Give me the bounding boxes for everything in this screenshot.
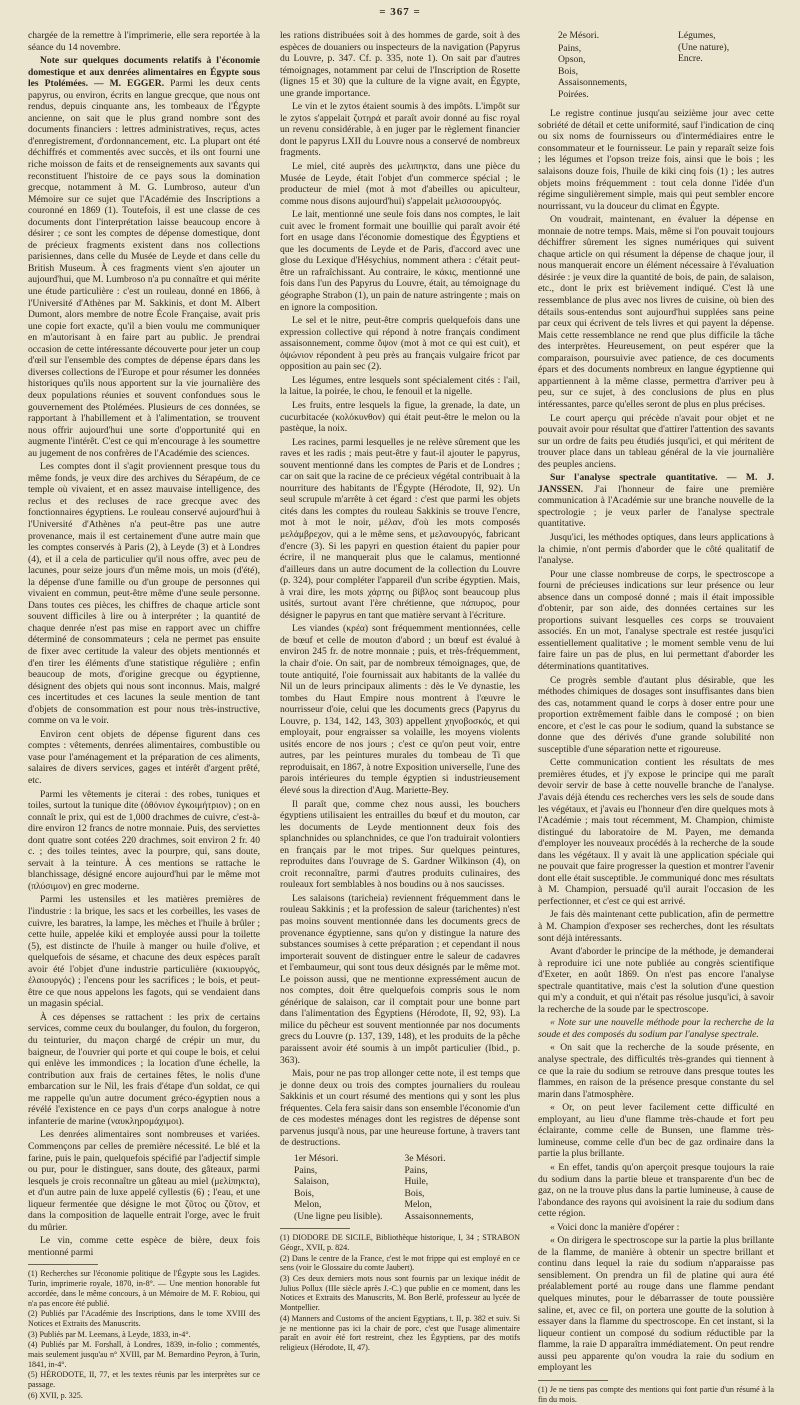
list-item: Assaisonnements,: [558, 77, 628, 89]
paragraph: Le registre continue jusqu'au seizième jour avec cette sobriété de détail et cette uniformité, sauf l'indication de cinq ou six noms de fournisseurs ou d'intermédiaires entre le consommateur et le fournisseur. Le pain y reparaît seize fois ; les légumes et l'opson treize fois, ainsi que le bois ; les salaisons douze fois, l'huile de kiki cinq fois (1) ; les autres objets moins fréquemment : tout cela donne l'idée d'un régime singulièrement simple, mais qui peut sembler encore nourrissant, vu la douceur du climat en Égypte.: [538, 108, 774, 212]
footnote: (1) Recherches sur l'économie politique de l'Égypte sous les Lagides. Turin, imprimerie royale, 1870, in-8°. — Une mention honorable fut accordée, dans le même concours, à un Mémoire de M. F. Robiou, qui n'a pas encore été publié.: [28, 1269, 260, 1308]
footnote-divider: [28, 1264, 98, 1265]
footnotes: [28, 1269, 260, 1400]
table-cell: Pains,: [404, 1164, 428, 1176]
paragraph: Les comptes dont il s'agit proviennent presque tous du même fonds, je veux dire des archives du Sérapéum, de ce temple où vivaient, et en assez mauvaise intelligence, des reclus et des recluses de race grecque avec des fonctionnaires égyptiens. Le rouleau conservé aujourd'hui à l'Université d'Athènes n'a peut-être pas une autre provenance, mais il est certainement d'une autre main que les comptes conservés à Paris (2), à Leyde (3) et à Londres (4), et il a cela de particulier qu'il nous offre, avec peu de lacunes, pour seize jours d'un même mois, un mois (d'été), la dépense d'une famille ou d'un groupe de personnes qui vivaient en commun, peut-être même d'une seule personne. Dans toutes ces pièces, les chiffres de chaque article sont souvent difficiles à lire ou à interpréter ; la quantité de chaque denrée n'est pas mise en rapport avec un chiffre déterminé de consommateurs ; cela ne permet pas ensuite de fixer avec certitude la valeur des objets mentionnés et d'en tirer les éléments d'une statistique régulière ; enfin beaucoup de mots, d'origine grecque ou égyptienne, désignent des objets qui nous sont inconnus. Mais, malgré ces incertitudes et ces lacunes la seule mention de tant d'objets de consommation est pour nous très-instructive, comme on va le voir.: [28, 461, 260, 727]
paragraph: Le vin, comme cette espèce de bière, deux fois mentionné parmi: [28, 1235, 260, 1258]
paragraph: « On dirigera le spectroscope sur la partie la plus brillante de la flamme, de manière à obtenir un spectre brillant et continu dans lequel la raie du sodium n'apparaisse pas sensiblement. On prendra un fil de platine qui aura été préalablement porté au rouge dans une flamme pendant quelques minutes, pour le débarrasser de toute poussière saline, et, avec ce fil, on portera une goutte de la solution à essayer dans la flamme du spectroscope. En cet instant, si la liqueur contient un composé du sodium réductible par la flamme, la raie D apparaîtra immédiatement. On peut rendre aussi peu apparente qu'on voudra la raie du sodium en employant les: [538, 1235, 774, 1374]
paragraph: Les racines, parmi lesquelles je ne relève sûrement que les raves et les radis ; mais peut-être y faut-il ajouter le papyrus, souvent mentionné dans les comptes de Paris et de Londres ; car on sait que la racine de ce précieux végétal contribuait à la nourriture des habitants de l'Égypte (Hérodote, II, 92). Un seul scrupule m'arrête à cet égard : c'est que parmi les objets cités dans les comptes du rouleau Sakkinis se trouve l'encre, mot à mot le noir, μέλαν, d'où les mots composés μελάμβρεχον, qui a le même sens, et μελανουργός, fabricant d'encre (3). Si les papyri en question étaient du papier pour écrire, il ne manquerait plus que le calamus, mentionné d'ailleurs dans un autre document de la collection du Louvre (p. 324), pour compléter l'appareil d'un scribe égyptien. Mais, à vrai dire, les mots χάρτης ou βίβλος sont beaucoup plus usités, surtout avant l'ère chrétienne, que πάπυρος, pour désigner le papyrus en tant que matière servant à l'écriture.: [280, 436, 520, 621]
paragraph: Les denrées alimentaires sont nombreuses et variées. Commençons par celles de première nécessité. Le blé et la farine, puis le pain, quelquefois spécifié par l'adjectif simple ou pur, pour le distinguer, sans doute, des gâteaux, parmi lesquels je crois reconnaître un gâteau au miel (μελίπηκτα), et d'un autre pain de luxe appelé cyllestis (6) ; l'eau, et une liqueur fermentée que désigne le mot ζῦτος ou ζῦτον, et dans la composition de laquelle entrait l'orge, avec le fruit du mûrier.: [28, 1129, 260, 1233]
expense-day-1: [558, 30, 678, 100]
footnote: (1) DIODORE DE SICILE, Bibliothèque historique, I, 34 ; STRABON Géogr., XVII, p. 824.: [280, 1233, 520, 1252]
page-number: = 367 =: [379, 6, 421, 18]
paragraph: « Voici donc la manière d'opérer :: [550, 1221, 680, 1233]
paragraph: Le lait, mentionné une seule fois dans nos comptes, le lait cuit avec le froment formait une bouillie qui paraît avoir été fort en usage dans l'économie domestique des Égyptiens et que les documents de Leyde et de Paris, d'accord avec une glose du Lexique d'Hésychius, nomment athera : c'était peut-être un rafraîchissant. Au contraire, le κάκις, mentionné une fois dans l'un des Papyrus du Louvre, était, au témoignage du géographe Strabon (1), un pain de nature astringente ; mais on en ignore la composition.: [280, 209, 520, 313]
table-cell: Assaisonnements,: [404, 1210, 474, 1222]
paragraph: Les viandes (κρέα) sont fréquemment mentionnées, celle de bœuf et celle de mouton d'abord ; un bœuf est évalué à environ 245 fr. de notre monnaie ; puis, et très-fréquemment, la chair d'oie. On sait, par de nombreux témoignages, que, de toute antiquité, l'oie fournissait aux habitants de la vallée du Nil un de leurs principaux aliments : dès le Ve dynastie, les tombes du Haut Empire nous montrent à l'œuvre le nourrisseur d'oie, celui que les documents grecs (Papyrus du Louvre, p. 134, 142, 143, 303) appellent χηνοβοσκός, et qui employait, pour engraisser sa volaille, les moyens violents usités encore de nos jours ; c'est ce qu'on peut voir, entre autres, par les peintures murales du tombeau de Ti que reproduisait, en 1867, à notre Exposition universelle, l'une des parois intérieures du temple égyptien si industrieusement élevé sous la direction d'Aug. Mariette-Bey.: [280, 623, 520, 796]
paragraph: Parmi les ustensiles et les matières premières de l'industrie : la brique, les sacs et les corbeilles, les vases de cuivre, les baratres, la lampe, les mèches et l'huile à brûler ; cette huile, appelée kiki et employée aussi pour la toilette (5), est distincte de l'huile à manger ou huile d'olive, et quelquefois de sésame, et chacune des deux espèces paraît avoir été l'objet d'une industrie particulière (κικιουργός, ἐλαιουργός) ; l'encens pour les sacrifices ; le bois, et peut-être ce que nous appelons les fagots, qui se vendaient dans un magasin spécial.: [28, 894, 260, 1010]
footnote: (4) Manners and Customs of the ancient Egyptians, t. II, p. 382 et suiv. Si je ne mentionne pas ici la chair de porc, c'est que l'usage alimentaire paraît en avoir été fort restreint, chez les Égyptiens, par des motifs religieux (Hérodote, II, 47).: [280, 1313, 520, 1352]
paragraph: Ce progrès semble d'autant plus désirable, que les méthodes chimiques de dosages sont insuffisantes dans bien des cas, notamment quand le corps à doser entre pour une proportion extrêmement faible dans le composé ; on bien encore, et c'est le cas pour le sodium, quand la substance se donne que des dérivés d'une grande solubilité non susceptible d'une séparation nette et rigoureuse.: [538, 674, 774, 755]
footnote-divider: [538, 1380, 608, 1381]
article-title: Sur l'analyse spectrale quantitative. — M. J. JANSSEN.: [538, 472, 774, 495]
table-cell: Salaison,: [294, 1176, 329, 1188]
paragraph: « Or, on peut lever facilement cette difficulté en employant, au lieu d'une flamme très-chaude et fort peu éclairante, comme celle de Bunsen, une flamme très-lumineuse, comme celle d'un bec de gaz ordinaire dans la partie la plus brillante.: [538, 1102, 774, 1160]
paragraph: Environ cent objets de dépense figurent dans ces comptes : vêtements, denrées alimentaires, combustible ou vase pour l'aménagement et la préparation de ces aliments, salaires de divers services, gages et intérêt d'argent prêté, etc.: [28, 728, 260, 786]
paragraph: On voudrait, maintenant, en évaluer la dépense en monnaie de notre temps. Mais, même si l'on pouvait toujours déchiffrer sûrement les signes numériques qui suivent chaque article on qui résument la dépense de chaque jour, il nous manquerait encore un élément nécessaire à l'évaluation désirée : je veux dire la quantité de bois, de pain, de salaison, etc., dont le prix est brièvement indiqué. C'est là une ressemblance de plus avec nos livres de cuisine, où bien des détails sous-entendus sont aujourd'hui supplées sans peine par ceux qui écrivent de tels livres et qui payent la dépense. Mais cette ressemblance ne rend que plus difficile la tâche des interprètes. Heureusement, on peut espérer que la comparaison, poursuivie avec patience, de ces documents épars et des documents nombreux en langue égyptienne qui appartiennent à la même classe, permettra d'arriver peu à peu, sur ce sujet, à des conclusions de plus en plus intéressantes, parce qu'elles seront de plus en plus précises.: [538, 214, 774, 410]
paragraph: Le vin et le zytos étaient soumis à des impôts. L'impôt sur le zytos s'appelait ζυτηρά et paraît avoir donné au fisc royal un revenu considérable, à en juger par le règlement financier dont le papyrus LXII du Louvre nous a conservé de nombreux fragments.: [280, 101, 520, 159]
table-cell: Pains,: [294, 1164, 318, 1176]
list-item: Bois,: [558, 65, 578, 77]
paragraph: Avant d'aborder le principe de la méthode, je demanderai à reproduire ici une note publiée au congrès scientifique d'Exeter, en août 1869. On n'est pas encore l'analyse spectrale quantitative, mais c'est la solution d'une question qui m'y a conduit, et qui n'était pas résolue jusqu'ici, à savoir la recherche de la soude par le spectroscope.: [538, 946, 774, 1015]
paragraph: Parmi les vêtements je citerai : des robes, tuniques et toiles, surtout la tunique dite (ὀθόνιον ἐγκοιμήτριον) ; on en connaît le prix, qui est de 1,000 drachmes de cuivre, c'est-à-dire environ 12 francs de notre monnaie. Puis, des serviettes dont quatre sont cotées 220 drachmes, soit environ 2 fr. 40 c. ; des toiles teintes, avec la pourpre, qui, sans doute, servait à la teinture. À ces mentions se rattache le blanchissage, désigné encore aujourd'hui par le même mot (πλύσιμον) en grec moderne.: [28, 788, 260, 892]
table-header: 3e Mésori.: [404, 1152, 446, 1164]
list-item: Poirées.: [558, 88, 589, 100]
paragraph: Les fruits, entre lesquels la figue, la grenade, la date, un cucurbitacée (κολόκυνθον) qui était peut-être le melon ou la pastèque, la noix.: [280, 399, 520, 435]
list-item: Encre.: [678, 53, 703, 65]
list-item: Légumes,: [678, 30, 716, 41]
column-2: [280, 30, 520, 1354]
footnotes: [538, 1385, 774, 1404]
paragraph: Le miel, cité auprès des μελιπηκτα, dans une pièce du Musée de Leyde, était l'objet d'un commerce spécial ; le producteur de miel (mot à mot d'abeilles ou apiculteur, comme nous disons aujourd'hui) s'appelait μελισσουργός.: [280, 161, 520, 207]
paragraph: Pour une classe nombreuse de corps, le spectroscope a fourni de précieuses indications sur leur présence ou leur absence dans un composé donné ; mais il était impossible d'obtenir, par son aide, des données certaines sur les proportions suivant lesquelles ces corps se trouvaient associés. En un mot, l'analyse spectrale est restée jusqu'ici essentiellement qualitative ; le moment semble venu de lui faire faire un pas de plus, en lui permettant d'aborder les déterminations quantitatives.: [538, 568, 774, 672]
article-intro: [28, 55, 260, 459]
footnote: (3) Publiés par M. Leemans, à Leyde, 1833, in-4°.: [28, 1329, 191, 1339]
paragraph: Il paraît que, comme chez nous aussi, les bouchers égyptiens utilisaient les entrailles du bœuf et du mouton, car les documents de Leyde mentionnent deux fois des splanchnides ou splanchnides, ce que l'on traduirait volontiers en français par le mot tripes. Sur quelques peintures, reproduites dans l'ouvrage de S. Gardner Wilkinson (4), on croit reconnaître, parmi d'autres produits culinaires, des rouleaux fort semblables à nos boudins ou à nos saucisses.: [280, 798, 520, 891]
column-3: [538, 30, 774, 1405]
paragraph: Le sel et le nitre, peut-être compris quelquefois dans une expression collective qui répond à notre français condiment assaisonnement, comme ὄψον (mot à mot ce qui est cuit), et ὀψώνιον répondent à peu près au français vulgaire fricot par opposition au pain sec (2).: [280, 315, 520, 373]
footnote: (6) XVII, p. 325.: [28, 1390, 83, 1400]
expense-day-2: [678, 30, 768, 100]
footnote: (1) Je ne tiens pas compte des mentions qui font partie d'un résumé à la fin du mois.: [538, 1384, 774, 1404]
paragraph: Les salaisons (taricheia) reviennent fréquemment dans le rouleau Sakkinis ; et la profession de saleur (tarichentes) n'est pas moins souvent mentionnée dans les documents grecs de provenance égyptienne, sans qu'on y distingue la nature des substances soumises à cette préparation ; et cependant il nous importerait souvent de distinguer entre le saleur de cadavres et l'embaumeur, qui sont tous deux désignés par le même mot. Le poisson aussi, que ne mentionne expressément aucun de nos comptes, doit être quelquefois compris sous le nom générique de salaison, car il comptait pour une bonne part dans l'alimentation des Égyptiens (Hérodote, II, 92, 93). La milice du pêcheur est souvent mentionnée par nos documents grecs du Louvre (p. 137, 139, 148), et les produits de la pêche paraissent avoir été soumis à un impôt particulier (Ibid., p. 363).: [280, 892, 520, 1066]
expense-table: [294, 1153, 495, 1222]
paragraph: les rations distribuées soit à des hommes de garde, soit à des espèces de douaniers ou inspecteurs de la navigation (Papyrus du Louvre, p. 347. Cf. p. 335, note 1). On sait par d'autres témoignages, notamment par celui de l'Inscription de Rosette (lignes 15 et 30) que la culture de la vigne avait, en Égypte, une grande importance.: [280, 30, 520, 99]
table-cell: Bois,: [294, 1187, 314, 1199]
footnote: (2) Dans le centre de la France, c'est le mot frippe qui est employé en ce sens (voir le Glossaire du comte Jaubert).: [280, 1253, 520, 1273]
table-header: 2e Mésori.: [558, 30, 600, 41]
table-cell: Melon,: [404, 1199, 432, 1211]
table-cell: Melon,: [294, 1199, 322, 1211]
list-item: (Une nature),: [678, 41, 730, 53]
paragraph: Mais, pour ne pas trop allonger cette note, il est temps que je donne deux ou trois des comptes journaliers du rouleau Sakkinis et un court résumé des mentions qui y sont les plus fréquentes. Cela fera saisir dans son ensemble l'économie d'un de ces modestes ménages dont les registres de dépense sont parvenus jusqu'à nous, par une heureuse fortune, à travers tant de destructions.: [280, 1068, 520, 1149]
article-intro: [538, 472, 774, 530]
column-1: [28, 30, 260, 1402]
paragraph: Le court aperçu qui précède n'avait pour objet et ne pouvait avoir pour résultat que d'attirer l'attention des savants sur un ordre de faits peu étudiés jusqu'ici, et qui méritent de trouver place dans un tableau général de la vie journalière des peuples anciens.: [538, 412, 774, 470]
paragraph: Cette communication contient les résultats de mes premières études, et j'y expose le principe qui me paraît devoir servir de base à cette nouvelle branche de l'analyse. J'avais déjà étendu ces recherches vers les sels de soude dans les végétaux, et j'avais eu l'honneur d'en dire quelques mots à l'Académie ; mais tout récemment, M. Champion, chimiste distingué du laboratoire de M. Payen, me demanda d'employer les nouveaux procédés à la recherche de la soude dans les végétaux. Il y avait là une application spéciale qui ne pouvait que faire progresser la question et montrer l'avenir dont elle était susceptible. Je communiqué donc mes résultats à M. Champion, persuadé qu'il aurait l'occasion de les perfectionner, et c'est ce qui est arrivé.: [538, 757, 774, 907]
footnote: (3) Ces deux derniers mots nous sont fournis par un lexique inédit de Julius Pollux (IIIe siècle après J.-C.) que publie en ce moment, dans les Notices et Extraits des Manuscrits, M. Bon Berlé, professeur au lycée de Montpellier.: [280, 1274, 520, 1313]
paragraph: « On sait que la recherche de la soude présente, en analyse spectrale, des difficultés très-grandes qui tiennent à ce que la raie du sodium se retrouve dans presque toutes les flammes, en raison de la présence presque constante du sel marin dans l'atmosphère.: [538, 1042, 774, 1100]
footnote: (4) Publiés par M. Forshall, à Londres, 1839, in-folio ; commentés, mais seulement jusqu'au n° XVIII, par M. Bernardino Peyron, à Turin, 1841, in-4°.: [28, 1340, 260, 1369]
paragraph-text: Parmi les deux cents papyrus, ou environ, écrits en langue grecque, que nous ont rendus, depuis cinquante ans, les tombeaux de l'Égypte ancienne, on sait que le plus grand nombre sont des documents financiers : lettres administratives, reçus, actes d'enregistrement, d'ordonnancement, etc. La plupart ont été déchiffrés et commentés avec succès, et ils ont fourni une riche moisson de faits et de renseignements aux savants qui reconstituent l'histoire de ce pays sous la domination grecque, notamment à M. G. Lumbroso, auteur d'un Mémoire sur ce sujet que l'Académie des Inscriptions a couronné en 1869 (1). Toutefois, il est une classe de ces documents dont l'interprétation laisse beaucoup encore à désirer ; ce sont les comptes de dépense domestique, dont de précieux fragments existent dans nos collections parisiennes, dans celle du Musée de Leyde et dans celle du British Museum. À ces fragments vient s'en ajouter un aujourd'hui, que M. Lumbroso n'a pu connaître et qui mérite une étude particulière : c'est un rouleau, donné en 1866, à l'Université d'Athènes par M. Sakkinis, et dont M. Albert Dumont, alors membre de notre École Française, avait pris une copie fort exacte, qu'il a bien voulu me communiquer en m'autorisant à en faire part au public. Je prendrai occasion de cette intéressante découverte pour jeter un coup d'œil sur l'ensemble des comptes de dépense épars dans les diverses collections de l'Europe et pour résumer les données historiques qu'ils nous apportent sur la vie journalière des deux populations réunies et souvent confondues sous le gouvernement des Ptolémées. Plusieurs de ces données, se rapportant à l'habillement et à l'alimentation, se trouvent nous offrir aujourd'hui une sorte d'opportunité qui en augmente l'intérêt. C'est ce qui m'encourage à les soumettre au jugement de nos confrères de l'Académie des sciences.: [28, 78, 260, 459]
paragraph: Les légumes, entre lesquels sont spécialement cités : l'ail, la laitue, la poirée, le chou, le fenouil et la nigelle.: [280, 374, 520, 398]
table-cell: Huile,: [404, 1176, 429, 1188]
table-header: 1er Mésori.: [294, 1152, 339, 1164]
paragraph: « En effet, tandis qu'on aperçoit presque toujours la raie du sodium dans la partie bleue et transparente d'un bec de gaz, on ne la trouve plus dans la partie lumineuse, à cause de l'abondance des rayons qui avoisinent la raie du sodium dans cette région.: [538, 1161, 774, 1220]
table-cell: (Une ligne peu lisible).: [294, 1210, 383, 1222]
footnote: (2) Publiés par l'Académie des Inscriptions, dans le tome XVIII des Notices et Extraits des Manuscrits.: [28, 1309, 260, 1328]
footnotes: [280, 1233, 520, 1352]
footnote-divider: [280, 1228, 350, 1229]
list-item: Pains,: [558, 42, 582, 54]
quote-title: « Note sur une nouvelle méthode pour la recherche de la soude et des composés du sodium par l'analyse spectrale.: [538, 1017, 774, 1040]
list-item: Opson,: [558, 54, 586, 66]
paragraph-text: J'ai l'honneur de faire une première communication à l'Académie sur une branche nouvelle de la spectrologie ; je veux parler de l'analyse spectrale quantitative.: [538, 483, 774, 530]
paragraph: À ces dépenses se rattachent : les prix de certains services, comme ceux du boulanger, du foulon, du forgeron, du teinturier, du maçon chargé de crépir un mur, du baigneur, de l'ouvrier qui porte et qui coupe le bois, et celui qui enlève les immondices ; la location d'une échelle, la contribution aux frais de certaines fêtes, le nolis d'une embarcation sur le Nil, les frais d'étape d'un soldat, ce qui me rappelle qu'un autre document gréco-égyptien nous a révélé l'existence en ce pays d'un corps analogue à notre infanterie de marine (ναυκληρομάχιμοι).: [28, 1011, 260, 1127]
article-title: Note sur quelques documents relatifs à l'économie domestique et aux denrées alimentaires en Égypte sous les Ptolémées. — M. EGGER.: [28, 55, 260, 90]
paragraph: Jusqu'ici, les méthodes optiques, dans leurs applications à la chimie, n'ont permis d'aborder que le côté qualitatif de l'analyse.: [538, 531, 774, 567]
expense-list: [558, 30, 774, 100]
paragraph: Je fais dès maintenant cette publication, afin de permettre à M. Champion d'exposer ses recherches, dont les résultats sont déjà intéressants.: [538, 909, 774, 944]
paragraph: chargée de la remettre à l'imprimerie, elle sera reportée à la séance du 14 novembre.: [28, 30, 260, 53]
footnote: (5) HÉRODOTE, II, 77, et les textes réunis par les interprètes sur ce passage.: [28, 1370, 260, 1390]
table-cell: Bois,: [404, 1187, 425, 1199]
